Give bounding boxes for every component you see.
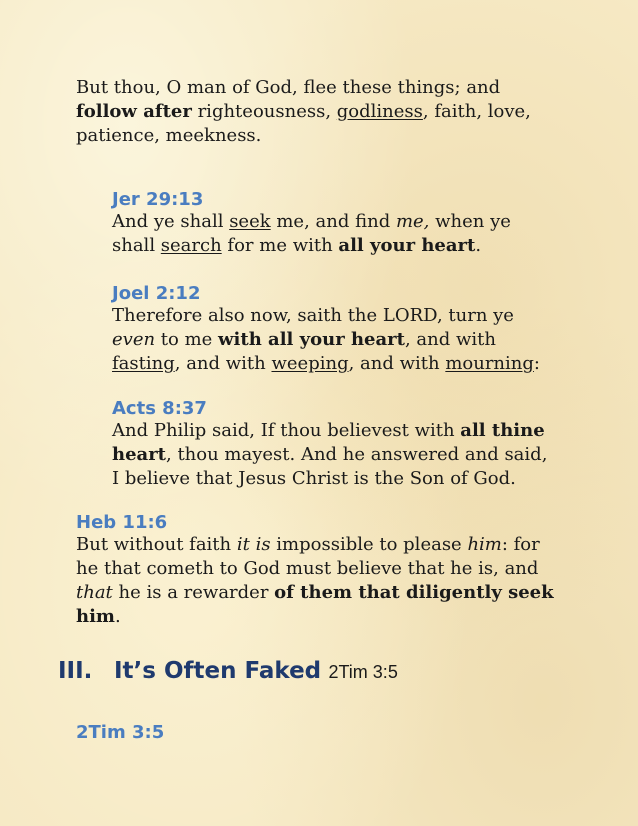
verse-text: , and with bbox=[174, 353, 272, 374]
acts-verse bbox=[112, 419, 547, 491]
verse-underline: weeping bbox=[271, 353, 349, 374]
verse-text: he is a rewarder bbox=[112, 582, 275, 603]
verse-text: for me with bbox=[221, 235, 339, 256]
verse-italic: him bbox=[467, 534, 502, 555]
jer-reference: Jer 29:13 bbox=[112, 189, 204, 210]
jer-verse bbox=[112, 210, 511, 258]
verse-text: And Philip said, If thou believest with bbox=[112, 420, 461, 441]
verse-underline: fasting bbox=[112, 353, 175, 374]
section-number: III. bbox=[58, 658, 93, 684]
verse-italic: that bbox=[76, 582, 113, 603]
verse-text: shall bbox=[112, 235, 161, 256]
verse-underline: seek bbox=[229, 211, 271, 232]
verse-text: when ye bbox=[429, 211, 511, 232]
verse-text: . bbox=[114, 606, 121, 627]
section-heading bbox=[58, 656, 398, 687]
section-title: It’s Often Faked bbox=[114, 658, 322, 684]
verse-text: , and with bbox=[404, 329, 496, 350]
heb-verse bbox=[76, 533, 554, 629]
verse-text: , and with bbox=[348, 353, 446, 374]
acts-reference: Acts 8:37 bbox=[112, 398, 207, 419]
verse-text: to me bbox=[155, 329, 219, 350]
intro-text: patience, meekness. bbox=[76, 125, 262, 146]
intro-underline: godliness bbox=[336, 101, 423, 122]
verse-bold: him bbox=[76, 606, 115, 627]
verse-italic: it is bbox=[236, 534, 271, 555]
verse-text: And ye shall bbox=[112, 211, 230, 232]
verse-underline: mourning bbox=[445, 353, 534, 374]
verse-text: I believe that Jesus Christ is the Son of God. bbox=[112, 468, 516, 489]
final-reference: 2Tim 3:5 bbox=[76, 722, 165, 743]
intro-paragraph bbox=[76, 76, 531, 148]
verse-text: . bbox=[475, 235, 482, 256]
verse-italic: even bbox=[112, 329, 156, 350]
heb-reference: Heb 11:6 bbox=[76, 512, 168, 533]
verse-text: impossible to please bbox=[270, 534, 468, 555]
verse-text: Therefore also now, saith the LORD, turn ye bbox=[112, 305, 514, 326]
section-reference: 2Tim 3:5 bbox=[328, 662, 398, 682]
verse-text: But without faith bbox=[76, 534, 237, 555]
verse-text: : bbox=[533, 353, 540, 374]
verse-bold: all your heart bbox=[338, 235, 476, 256]
intro-text: righteousness, bbox=[191, 101, 337, 122]
intro-text: , faith, love, bbox=[422, 101, 531, 122]
verse-bold: all thine bbox=[460, 420, 545, 441]
verse-bold: of them that diligently seek bbox=[274, 582, 554, 603]
joel-verse bbox=[112, 304, 540, 376]
verse-bold: with all your heart bbox=[218, 329, 405, 350]
verse-italic: me, bbox=[395, 211, 430, 232]
verse-underline: search bbox=[160, 235, 222, 256]
intro-text: But thou, O man of God, flee these things; and bbox=[76, 77, 501, 98]
intro-bold: follow after bbox=[76, 101, 192, 122]
verse-text: , thou mayest. And he answered and said, bbox=[166, 444, 548, 465]
verse-text: me, and find bbox=[270, 211, 396, 232]
verse-text: : for bbox=[501, 534, 540, 555]
verse-text: he that cometh to God must believe that he is, and bbox=[76, 558, 539, 579]
joel-reference: Joel 2:12 bbox=[112, 283, 201, 304]
verse-bold: heart bbox=[112, 444, 166, 465]
